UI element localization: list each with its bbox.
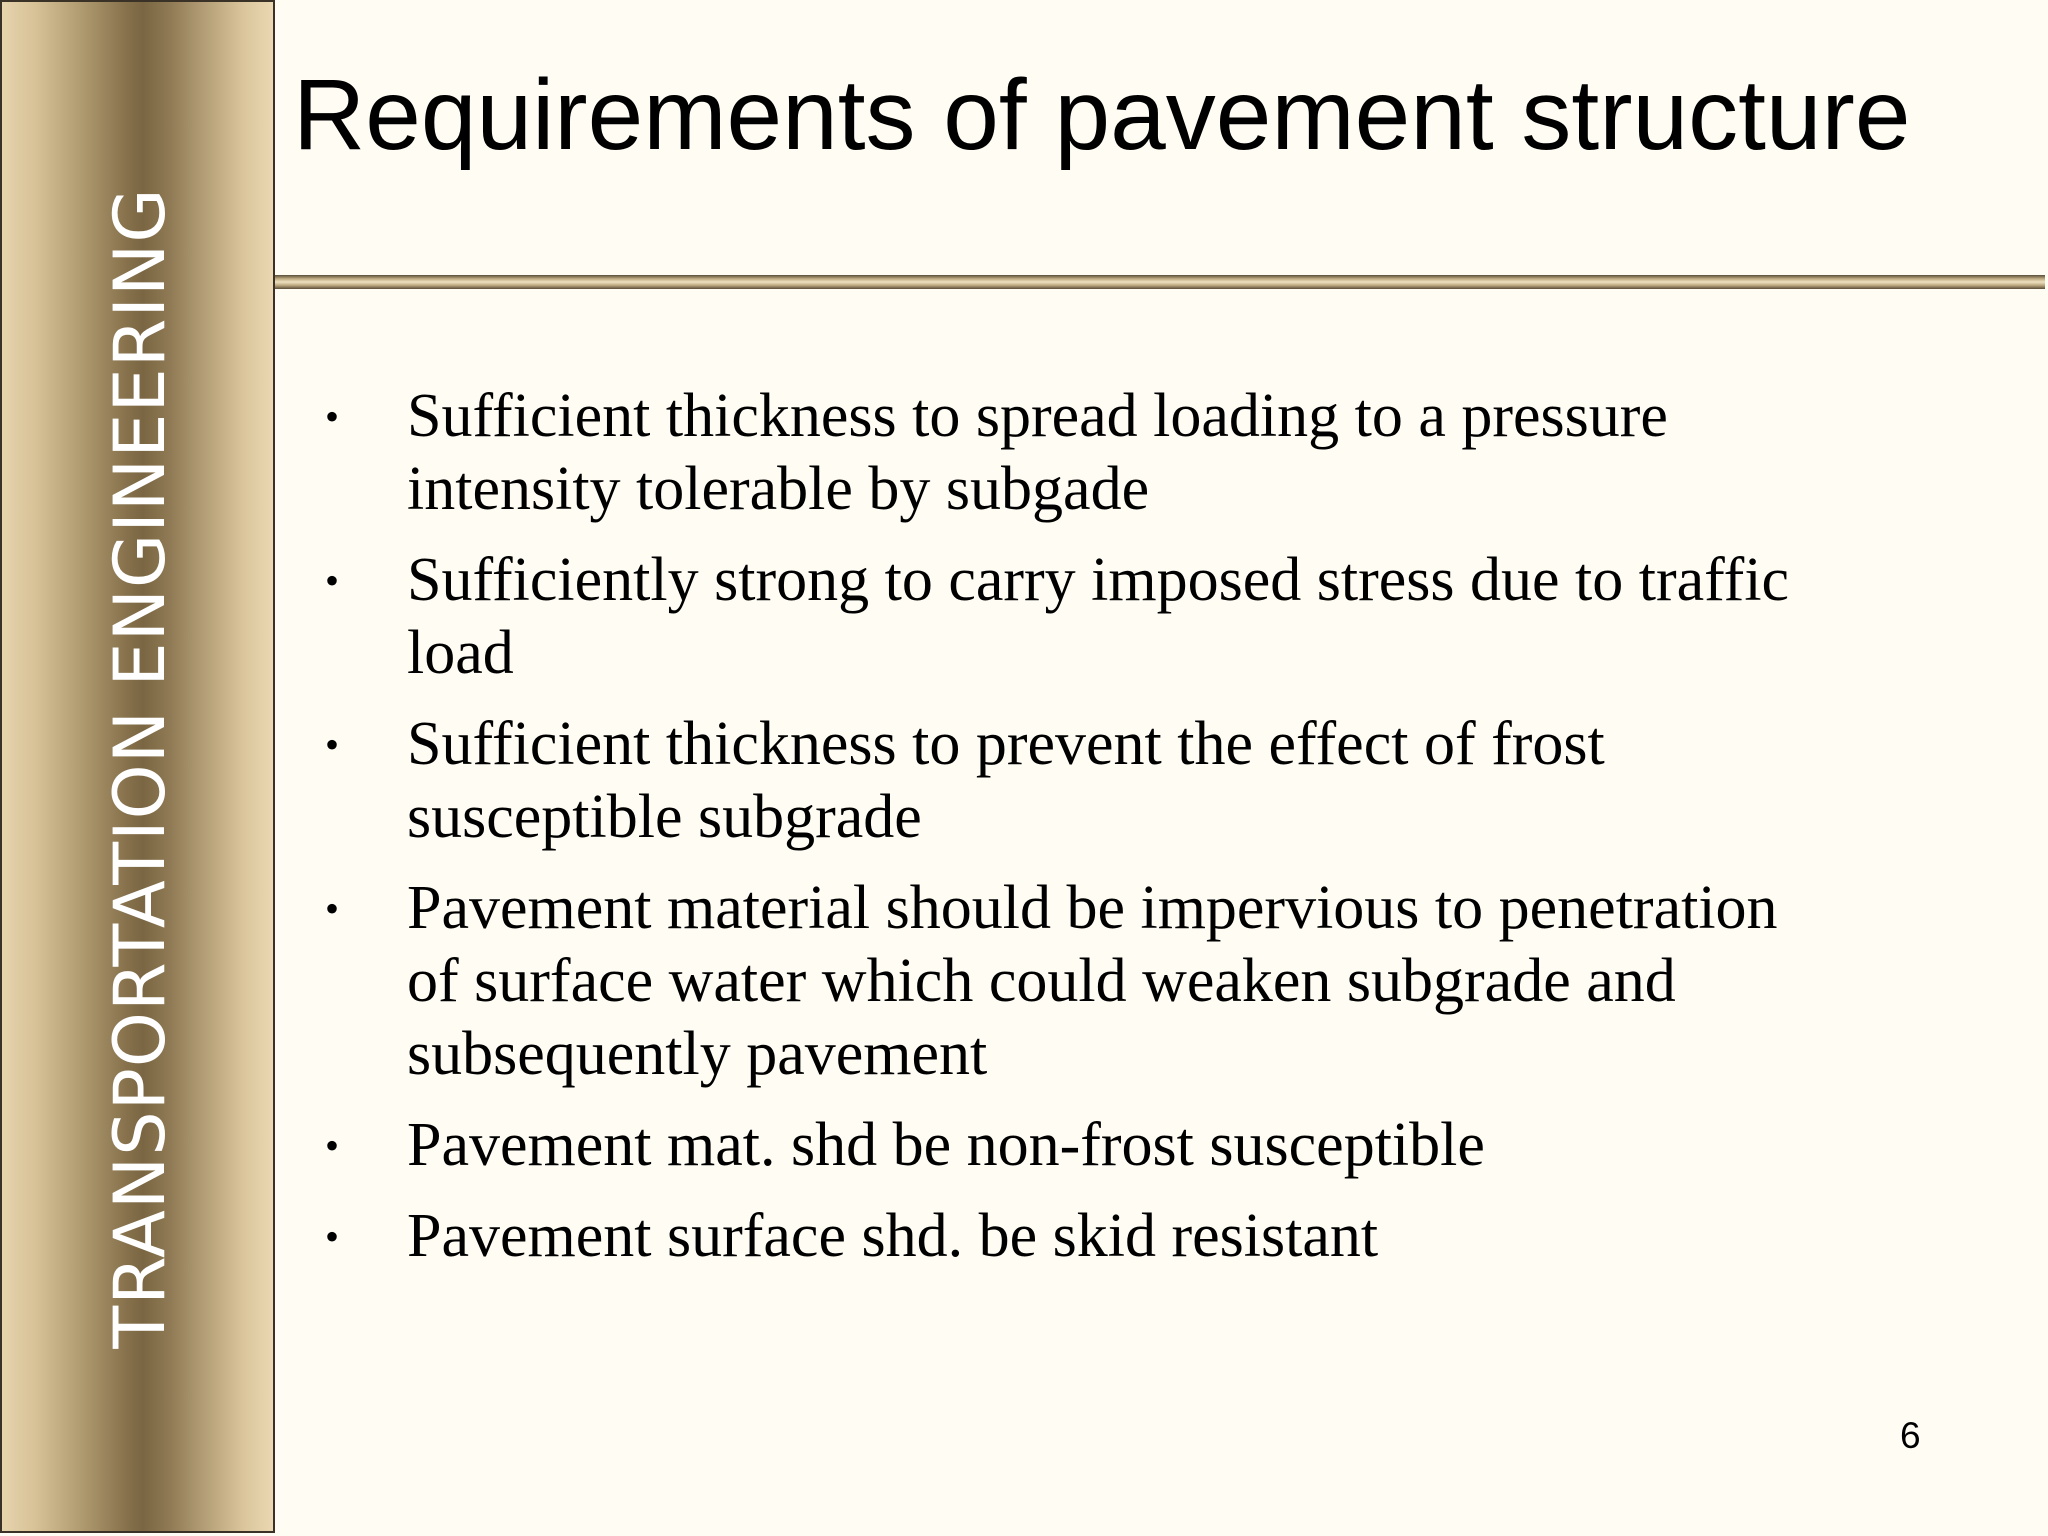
bullet-icon: • [325,558,340,603]
bullet-text: Sufficient thickness to prevent the effect of frost susceptible subgrade [407,710,1605,851]
bullet-icon: • [325,722,340,767]
sidebar-band [0,0,275,1533]
bullet-item [325,544,1825,690]
bullet-icon: • [325,394,340,439]
bullet-item [325,708,1825,854]
bullet-item [325,1200,1825,1273]
bullet-text: Pavement surface shd. be skid resistant [407,1202,1379,1270]
bullet-icon: • [325,886,340,931]
bullet-item [325,380,1825,526]
slide-title: Requirements of pavement structure [293,59,1911,171]
bullet-text: Pavement material should be impervious to penetration of surface water which could weaken subgrade and subsequently pavement [407,874,1778,1088]
bullet-icon: • [325,1123,340,1168]
bullet-icon: • [325,1214,340,1259]
title-divider [275,275,2045,289]
bullet-item [325,872,1825,1091]
bullet-text: Sufficient thickness to spread loading to a pressure intensity tolerable by subgade [407,382,1668,523]
bullet-item [325,1109,1825,1182]
bullet-list [325,380,1825,1291]
bullet-text: Pavement mat. shd be non-frost susceptible [407,1111,1485,1179]
sidebar-label: TRANSPORTATION ENGINEERING [99,187,181,1349]
bullet-text: Sufficiently strong to carry imposed stress due to traffic load [407,546,1790,687]
slide-number: 6 [1900,1415,1921,1456]
